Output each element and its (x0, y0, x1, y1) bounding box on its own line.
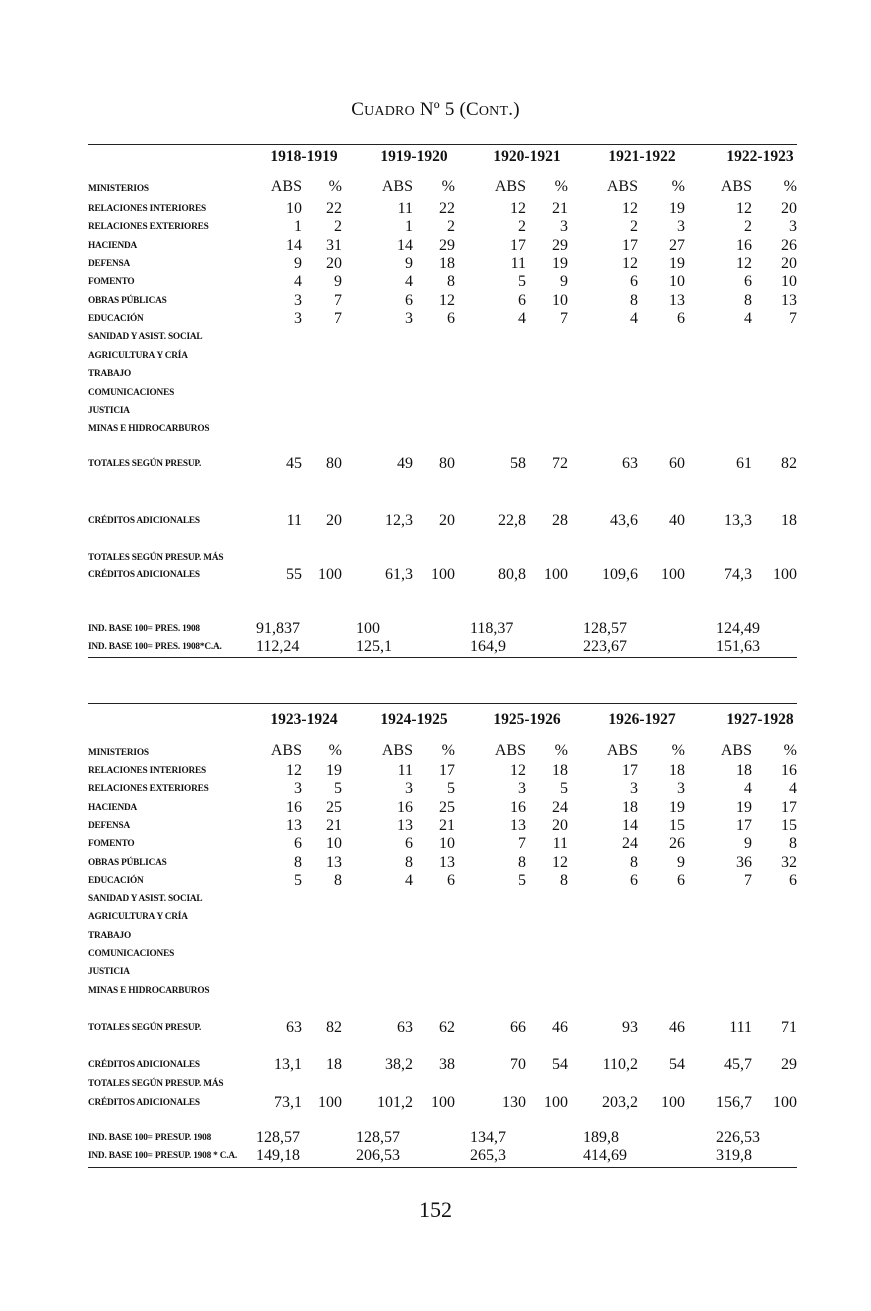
cell-percent: 9 (560, 273, 568, 291)
cell-percent: 72 (552, 455, 568, 472)
cell-abs: 49 (397, 455, 413, 472)
cell-percent: 3 (560, 218, 568, 236)
cell-abs: 203,2 (602, 1094, 638, 1111)
cell-abs: 3 (630, 780, 638, 798)
cell-percent: 13 (439, 853, 455, 871)
abs-column-header: ABS (606, 742, 638, 759)
cell-percent: 7 (334, 291, 342, 309)
cell-abs: 43,6 (610, 512, 638, 529)
cell-percent: 12 (439, 291, 455, 309)
row-label: RELACIONES INTERIORES (88, 204, 206, 214)
row-label: COMUNICACIONES (88, 387, 175, 398)
cell-abs: 9 (405, 255, 413, 273)
cell-abs: 55 (286, 566, 302, 583)
cell-percent: 80 (439, 455, 455, 472)
cell-abs: 16 (736, 236, 752, 254)
cell-percent: 8 (560, 871, 568, 889)
cell-abs: 8 (294, 853, 302, 871)
cell-percent: 60 (669, 455, 685, 472)
cell-abs: 16 (286, 798, 302, 816)
cell-percent: 3 (789, 218, 797, 236)
cell-abs: 63 (397, 1019, 413, 1036)
cell-abs: 14 (286, 236, 302, 254)
top-rule (88, 703, 797, 704)
cell-percent: 7 (789, 310, 797, 328)
cell-percent: 18 (781, 512, 797, 529)
cell-index-ca: 265,3 (470, 1147, 506, 1164)
cell-percent: 54 (552, 1056, 568, 1073)
row-label-totales-mas-1: TOTALES SEGÚN PRESUP. MÁS (88, 553, 224, 563)
cell-abs: 12 (622, 200, 638, 217)
cell-abs: 18 (736, 762, 752, 779)
cell-percent: 6 (677, 310, 685, 328)
percent-column-header: % (671, 742, 685, 759)
cell-abs: 2 (630, 218, 638, 236)
cell-percent: 7 (334, 310, 342, 328)
cell-percent: 6 (789, 871, 797, 889)
cell-abs: 8 (405, 853, 413, 871)
cell-percent: 2 (334, 218, 342, 236)
row-label: DEFENSA (88, 820, 130, 831)
cell-percent: 4 (789, 780, 797, 798)
cell-abs: 58 (510, 455, 526, 472)
cell-percent: 10 (326, 835, 342, 853)
cell-abs: 9 (744, 835, 752, 853)
cell-abs: 3 (405, 780, 413, 798)
period-header: 1924-1925 (380, 711, 448, 728)
cell-index: 100 (356, 620, 380, 637)
cell-percent: 82 (326, 1019, 342, 1036)
cell-percent: 9 (677, 853, 685, 871)
cell-abs: 16 (397, 798, 413, 816)
cell-percent: 29 (781, 1056, 797, 1073)
row-label: JUSTICIA (88, 405, 130, 416)
cell-index: 91,837 (256, 620, 300, 637)
cell-abs: 12 (622, 255, 638, 273)
cell-percent: 8 (789, 835, 797, 853)
row-label: EDUCACIÓN (88, 314, 144, 325)
cell-percent: 2 (447, 218, 455, 236)
cell-percent: 20 (781, 255, 797, 273)
cell-abs: 12 (286, 762, 302, 779)
row-label: MINAS E HIDROCARBUROS (88, 424, 210, 435)
cell-abs: 4 (518, 310, 526, 328)
percent-column-header: % (328, 742, 342, 759)
cell-index-ca: 206,53 (356, 1147, 400, 1164)
cell-percent: 100 (661, 566, 685, 583)
cell-abs: 109,6 (602, 566, 638, 583)
cell-abs: 4 (405, 871, 413, 889)
cell-index: 226,53 (716, 1129, 760, 1146)
cell-abs: 4 (630, 310, 638, 328)
cell-abs: 12 (736, 200, 752, 217)
cell-percent: 5 (447, 780, 455, 798)
row-label-ministerios: MINISTERIOS (88, 748, 149, 758)
percent-column-header: % (554, 742, 568, 759)
cell-percent: 21 (439, 816, 455, 834)
cell-percent: 100 (431, 1094, 455, 1111)
cell-percent: 100 (544, 566, 568, 583)
cell-abs: 12 (510, 762, 526, 779)
cell-abs: 6 (744, 273, 752, 291)
cell-abs: 8 (630, 853, 638, 871)
cell-index: 118,37 (470, 620, 514, 637)
row-label-totales: TOTALES SEGÚN PRESUP. (88, 1023, 202, 1033)
cell-abs: 14 (397, 236, 413, 254)
abs-column-header: ABS (494, 178, 526, 195)
cell-abs: 1 (405, 218, 413, 236)
cell-abs: 6 (518, 291, 526, 309)
row-label-totales: TOTALES SEGÚN PRESUP. (88, 459, 202, 469)
cell-abs: 11 (397, 762, 413, 779)
cell-index-ca: 164,9 (470, 638, 506, 655)
cell-abs: 36 (736, 853, 752, 871)
cell-abs: 11 (510, 255, 526, 273)
percent-column-header: % (441, 742, 455, 759)
cell-index: 124,49 (716, 620, 760, 637)
cell-percent: 6 (447, 871, 455, 889)
row-label: FOMENTO (88, 277, 135, 288)
cell-index: 128,57 (356, 1129, 400, 1146)
cell-index-ca: 414,69 (583, 1147, 627, 1164)
cell-percent: 20 (326, 255, 342, 273)
row-label: OBRAS PÚBLICAS (88, 295, 167, 306)
table-title: CUADRO Nº 5 (CONT.) (351, 99, 520, 120)
cell-abs: 12 (510, 200, 526, 217)
percent-column-header: % (441, 178, 455, 195)
cell-abs: 156,7 (716, 1094, 752, 1111)
cell-percent: 19 (669, 255, 685, 273)
cell-percent: 62 (439, 1019, 455, 1036)
row-label: JUSTICIA (88, 967, 130, 978)
bottom-rule (88, 657, 797, 658)
cell-abs: 13,3 (724, 512, 752, 529)
row-label: EDUCACIÓN (88, 875, 144, 886)
period-header: 1922-1923 (726, 148, 794, 165)
cell-abs: 18 (622, 798, 638, 816)
percent-column-header: % (783, 742, 797, 759)
row-label: RELACIONES EXTERIORES (88, 222, 209, 233)
cell-abs: 1 (294, 218, 302, 236)
row-label: AGRICULTURA Y CRÍA (88, 350, 188, 361)
cell-index-ca: 319,8 (716, 1147, 752, 1164)
cell-abs: 74,3 (724, 566, 752, 583)
row-label: FOMENTO (88, 839, 135, 850)
cell-percent: 13 (326, 853, 342, 871)
cell-abs: 73,1 (274, 1094, 302, 1111)
abs-column-header: ABS (270, 178, 302, 195)
cell-percent: 29 (439, 236, 455, 254)
abs-column-header: ABS (381, 742, 413, 759)
cell-percent: 20 (326, 512, 342, 529)
cell-abs: 6 (294, 835, 302, 853)
cell-percent: 71 (781, 1019, 797, 1036)
cell-percent: 46 (552, 1019, 568, 1036)
cell-percent: 100 (773, 566, 797, 583)
cell-percent: 100 (773, 1094, 797, 1111)
row-label: HACIENDA (88, 240, 138, 251)
cell-percent: 54 (669, 1056, 685, 1073)
cell-abs: 66 (510, 1019, 526, 1036)
row-label: AGRICULTURA Y CRÍA (88, 912, 188, 923)
percent-column-header: % (783, 178, 797, 195)
cell-abs: 3 (294, 780, 302, 798)
cell-percent: 19 (669, 200, 685, 217)
cell-abs: 101,2 (377, 1094, 413, 1111)
cell-abs: 5 (518, 871, 526, 889)
cell-abs: 11 (286, 512, 302, 529)
cell-percent: 7 (560, 310, 568, 328)
cell-percent: 100 (318, 566, 342, 583)
row-label-totales-mas-1: TOTALES SEGÚN PRESUP. MÁS (88, 1079, 224, 1089)
cell-abs: 7 (744, 871, 752, 889)
abs-column-header: ABS (381, 178, 413, 195)
period-header: 1921-1922 (608, 148, 676, 165)
cell-abs: 2 (518, 218, 526, 236)
cell-abs: 24 (622, 835, 638, 853)
cell-index-ca: 125,1 (356, 638, 392, 655)
cell-abs: 2 (744, 218, 752, 236)
cell-abs: 22,8 (498, 512, 526, 529)
cell-percent: 82 (781, 455, 797, 472)
cell-percent: 32 (781, 853, 797, 871)
cell-percent: 20 (552, 816, 568, 834)
cell-index-ca: 149,18 (256, 1147, 300, 1164)
cell-percent: 6 (677, 871, 685, 889)
cell-percent: 19 (552, 255, 568, 273)
period-header: 1927-1928 (726, 711, 794, 728)
cell-percent: 11 (552, 835, 568, 853)
cell-abs: 12 (736, 255, 752, 273)
row-label-index-base: IND. BASE 100= PRES. 1908 (88, 624, 200, 634)
cell-percent: 18 (552, 762, 568, 779)
cell-abs: 10 (286, 200, 302, 217)
cell-abs: 4 (744, 780, 752, 798)
cell-percent: 9 (334, 273, 342, 291)
cell-abs: 8 (630, 291, 638, 309)
cell-index: 128,57 (256, 1129, 300, 1146)
cell-percent: 19 (326, 762, 342, 779)
cell-abs: 12,3 (385, 512, 413, 529)
cell-percent: 20 (439, 512, 455, 529)
row-label: OBRAS PÚBLICAS (88, 857, 167, 868)
row-label: RELACIONES INTERIORES (88, 766, 206, 776)
cell-abs: 93 (622, 1019, 638, 1036)
cell-percent: 10 (552, 291, 568, 309)
row-label: MINAS E HIDROCARBUROS (88, 985, 210, 996)
row-label: TRABAJO (88, 369, 132, 380)
cell-percent: 100 (318, 1094, 342, 1111)
cell-percent: 25 (439, 798, 455, 816)
cell-percent: 100 (661, 1094, 685, 1111)
period-header: 1918-1919 (270, 148, 338, 165)
row-label: SANIDAD Y ASIST. SOCIAL (88, 894, 203, 905)
cell-index-ca: 112,24 (256, 638, 300, 655)
cell-abs: 4 (405, 273, 413, 291)
cell-percent: 26 (669, 835, 685, 853)
row-label: TRABAJO (88, 930, 132, 941)
cell-abs: 63 (622, 455, 638, 472)
row-label-ministerios: MINISTERIOS (88, 184, 149, 194)
cell-abs: 111 (729, 1019, 752, 1036)
cell-percent: 13 (781, 291, 797, 309)
cell-percent: 21 (552, 200, 568, 217)
row-label-index-base-ca: IND. BASE 100= PRES. 1908*C.A. (88, 642, 222, 652)
abs-column-header: ABS (494, 742, 526, 759)
cell-abs: 8 (744, 291, 752, 309)
cell-percent: 100 (431, 566, 455, 583)
cell-abs: 9 (294, 255, 302, 273)
cell-abs: 80,8 (498, 566, 526, 583)
cell-abs: 19 (736, 798, 752, 816)
cell-abs: 13,1 (274, 1056, 302, 1073)
percent-column-header: % (328, 178, 342, 195)
cell-abs: 5 (518, 273, 526, 291)
cell-abs: 14 (622, 816, 638, 834)
period-header: 1925-1926 (493, 711, 561, 728)
cell-percent: 46 (669, 1019, 685, 1036)
cell-percent: 8 (334, 871, 342, 889)
cell-abs: 6 (405, 291, 413, 309)
row-label: COMUNICACIONES (88, 949, 175, 959)
cell-percent: 17 (781, 798, 797, 816)
cell-abs: 13 (510, 816, 526, 834)
cell-percent: 29 (552, 236, 568, 254)
cell-percent: 100 (544, 1094, 568, 1111)
row-label: SANIDAD Y ASIST. SOCIAL (88, 332, 203, 343)
cell-percent: 27 (669, 236, 685, 254)
row-label-creditos: CRÉDITOS ADICIONALES (88, 1060, 200, 1070)
period-header: 1923-1924 (270, 711, 338, 728)
cell-abs: 61,3 (385, 566, 413, 583)
cell-abs: 17 (736, 816, 752, 834)
cell-percent: 15 (669, 816, 685, 834)
cell-abs: 17 (510, 236, 526, 254)
row-label: HACIENDA (88, 802, 138, 813)
cell-percent: 10 (439, 835, 455, 853)
top-rule (88, 144, 797, 145)
cell-abs: 4 (744, 310, 752, 328)
cell-index-ca: 223,67 (583, 638, 627, 655)
row-label-creditos: CRÉDITOS ADICIONALES (88, 516, 200, 526)
cell-percent: 19 (669, 798, 685, 816)
period-header: 1926-1927 (608, 711, 676, 728)
cell-abs: 61 (736, 455, 752, 472)
cell-percent: 12 (552, 853, 568, 871)
row-label-index-base: IND. BASE 100= PRESUP. 1908 (88, 1133, 212, 1143)
page-number: 152 (419, 1197, 452, 1222)
cell-abs: 17 (622, 762, 638, 779)
cell-percent: 10 (781, 273, 797, 291)
cell-abs: 3 (294, 310, 302, 328)
period-header: 1919-1920 (380, 148, 448, 165)
cell-percent: 20 (781, 200, 797, 217)
abs-column-header: ABS (270, 742, 302, 759)
cell-abs: 13 (286, 816, 302, 834)
cell-abs: 38,2 (385, 1056, 413, 1073)
cell-percent: 13 (669, 291, 685, 309)
cell-abs: 70 (510, 1056, 526, 1073)
cell-abs: 6 (630, 871, 638, 889)
cell-percent: 31 (326, 236, 342, 254)
row-label: RELACIONES EXTERIORES (88, 784, 209, 795)
cell-index: 134,7 (470, 1129, 506, 1146)
cell-percent: 15 (781, 816, 797, 834)
cell-percent: 18 (326, 1056, 342, 1073)
cell-abs: 110,2 (602, 1056, 638, 1073)
cell-abs: 6 (630, 273, 638, 291)
cell-percent: 28 (552, 512, 568, 529)
cell-percent: 38 (439, 1056, 455, 1073)
cell-percent: 16 (781, 762, 797, 779)
cell-abs: 13 (397, 816, 413, 834)
cell-percent: 22 (439, 200, 455, 217)
cell-abs: 3 (294, 291, 302, 309)
cell-abs: 4 (294, 273, 302, 291)
bottom-rule (88, 1167, 797, 1168)
cell-index: 189,8 (583, 1129, 619, 1146)
percent-column-header: % (554, 178, 568, 195)
cell-abs: 7 (518, 835, 526, 853)
period-header: 1920-1921 (493, 148, 561, 165)
cell-abs: 17 (622, 236, 638, 254)
cell-percent: 8 (447, 273, 455, 291)
cell-abs: 45,7 (724, 1056, 752, 1073)
cell-percent: 40 (669, 512, 685, 529)
cell-percent: 5 (334, 780, 342, 798)
cell-abs: 63 (286, 1019, 302, 1036)
row-label-index-base-ca: IND. BASE 100= PRESUP. 1908 * C.A. (88, 1151, 237, 1161)
percent-column-header: % (671, 178, 685, 195)
cell-percent: 21 (326, 816, 342, 834)
cell-abs: 8 (518, 853, 526, 871)
cell-percent: 5 (560, 780, 568, 798)
cell-abs: 45 (286, 455, 302, 472)
cell-abs: 16 (510, 798, 526, 816)
cell-abs: 3 (518, 780, 526, 798)
cell-percent: 26 (781, 236, 797, 254)
cell-percent: 22 (326, 200, 342, 217)
cell-abs: 130 (502, 1094, 526, 1111)
cell-percent: 18 (439, 255, 455, 273)
cell-percent: 25 (326, 798, 342, 816)
cell-abs: 3 (405, 310, 413, 328)
cell-percent: 3 (677, 218, 685, 236)
cell-percent: 10 (669, 273, 685, 291)
cell-percent: 17 (439, 762, 455, 779)
abs-column-header: ABS (720, 742, 752, 759)
cell-index-ca: 151,63 (716, 638, 760, 655)
row-label: DEFENSA (88, 259, 130, 270)
row-label-totales-mas-2: CRÉDITOS ADICIONALES (88, 570, 200, 580)
row-label-totales-mas-2: CRÉDITOS ADICIONALES (88, 1098, 200, 1108)
cell-percent: 24 (552, 798, 568, 816)
cell-abs: 5 (294, 871, 302, 889)
cell-percent: 3 (677, 780, 685, 798)
cell-percent: 18 (669, 762, 685, 779)
cell-abs: 11 (397, 200, 413, 217)
cell-index: 128,57 (583, 620, 627, 637)
abs-column-header: ABS (720, 178, 752, 195)
cell-percent: 6 (447, 310, 455, 328)
cell-percent: 80 (326, 455, 342, 472)
abs-column-header: ABS (606, 178, 638, 195)
cell-abs: 6 (405, 835, 413, 853)
